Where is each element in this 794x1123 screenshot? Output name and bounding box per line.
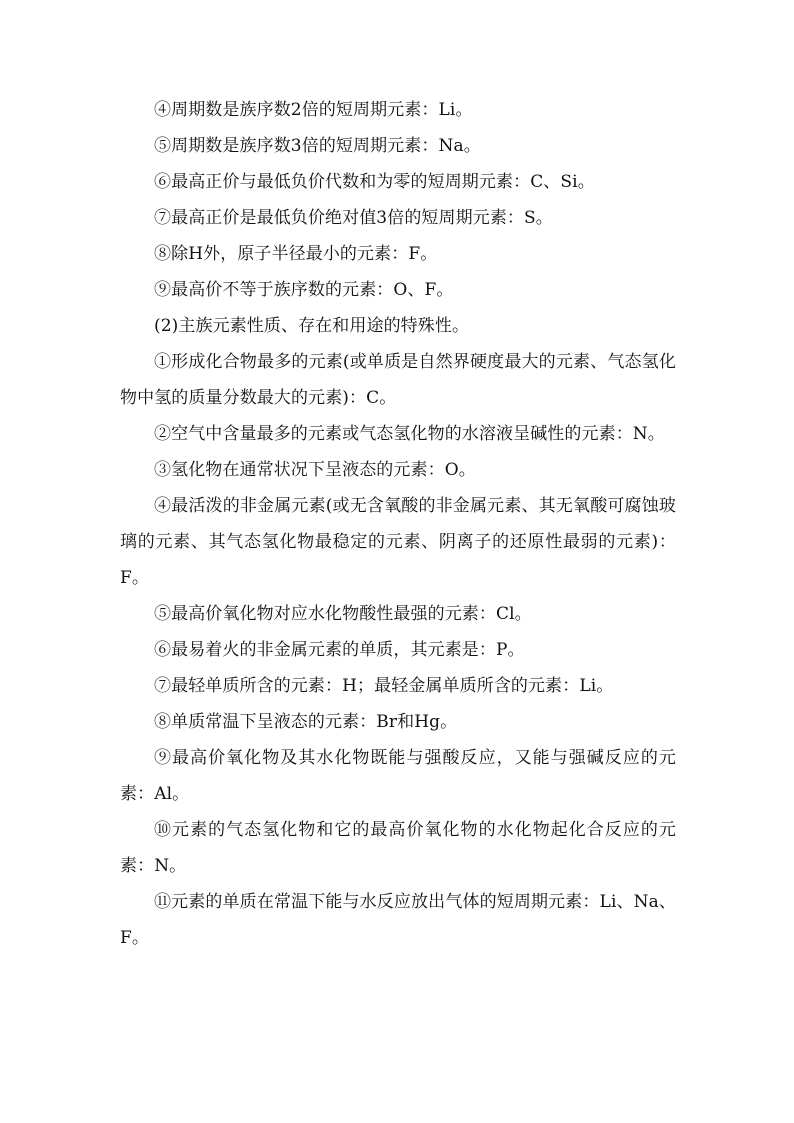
paragraph-period-2x-group: ④周期数是族序数2倍的短周期元素：Li。 xyxy=(154,100,473,120)
paragraph-valence-3x: ⑦最高正价是最低负价绝对值3倍的短周期元素：S。 xyxy=(154,208,553,228)
paragraph-liquid-element: ⑧单质常温下呈液态的元素：Br和Hg。 xyxy=(154,712,458,732)
section-heading-main-group-properties: (2)主族元素性质、存在和用途的特殊性。 xyxy=(154,316,470,336)
paragraph-smallest-radius: ⑧除H外，原子半径最小的元素：F。 xyxy=(154,244,438,264)
paragraph-combination-reaction: ⑩元素的气态氢化物和它的最高价氧化物的水化物起化合反应的元素：N。 xyxy=(120,820,676,876)
paragraph-water-reaction-gas: ⑪元素的单质在常温下能与水反应放出气体的短周期元素：Li、Na、F。 xyxy=(120,892,676,948)
paragraph-most-compounds: ①形成化合物最多的元素(或单质是自然界硬度最大的元素、气态氢化物中氢的质量分数最大的元素)：C。 xyxy=(120,352,676,408)
paragraph-valence-sum-zero: ⑥最高正价与最低负价代数和为零的短周期元素：C、Si。 xyxy=(154,172,595,192)
paragraph-most-abundant-air: ②空气中含量最多的元素或气态氢化物的水溶液呈碱性的元素：N。 xyxy=(154,424,665,444)
paragraph-period-3x-group: ⑤周期数是族序数3倍的短周期元素：Na。 xyxy=(154,136,481,156)
paragraph-liquid-hydride: ③氢化物在通常状况下呈液态的元素：O。 xyxy=(154,460,476,480)
paragraph-most-active-nonmetal: ④最活泼的非金属元素(或无含氧酸的非金属元素、其无氧酸可腐蚀玻璃的元素、其气态氢化物最稳定的元素、阴离子的还原性最弱的元素)：F。 xyxy=(120,496,676,588)
paragraph-strongest-acid: ⑤最高价氧化物对应水化物酸性最强的元素：Cl。 xyxy=(154,604,532,624)
document-body xyxy=(120,92,676,956)
paragraph-amphoteric-element: ⑨最高价氧化物及其水化物既能与强酸反应，又能与强碱反应的元素：Al。 xyxy=(120,748,676,804)
paragraph-most-flammable: ⑥最易着火的非金属元素的单质，其元素是：P。 xyxy=(154,640,525,660)
paragraph-max-valence-not-group: ⑨最高价不等于族序数的元素：O、F。 xyxy=(154,280,454,300)
paragraph-lightest-element: ⑦最轻单质所含的元素：H；最轻金属单质所含的元素：Li。 xyxy=(154,676,614,696)
